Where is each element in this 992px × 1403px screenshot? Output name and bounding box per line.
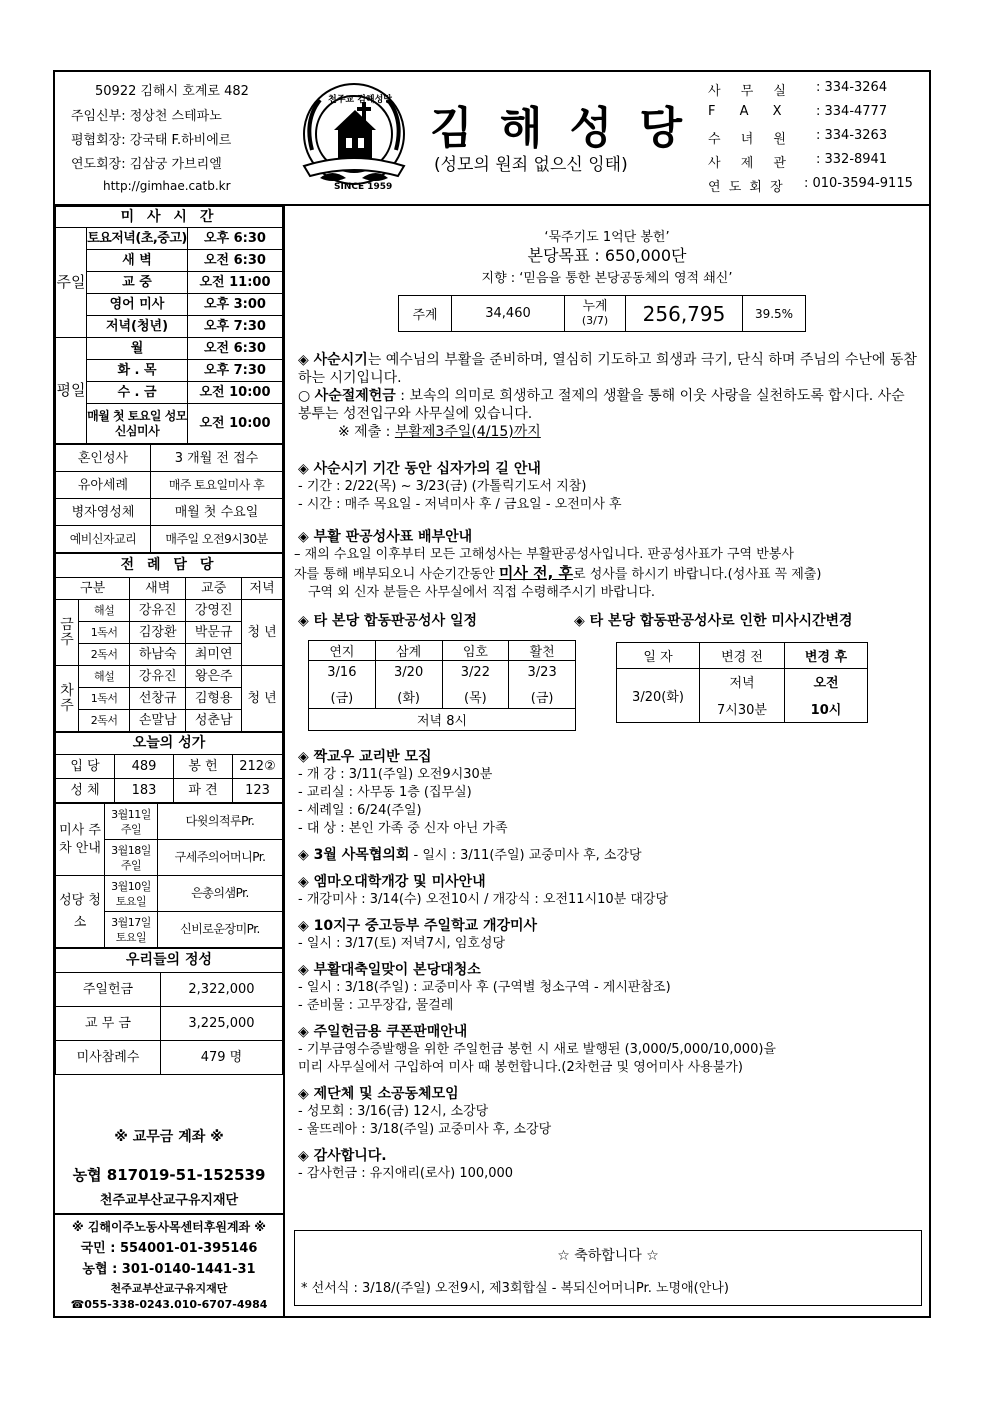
duty-group: 신비로운장미Pr. <box>158 912 283 948</box>
duty-date: 3월10일 토요일 <box>105 876 158 912</box>
mass-name: 토요저녁(초,중고) <box>87 228 188 250</box>
mass-name: 교 중 <box>87 272 188 294</box>
offering-name: 주일헌금 <box>56 973 161 1007</box>
news-line: - 일시 : 3/18(주일) : 교중미사 후 (구역별 청소구역 - 게시판참조) <box>298 980 671 995</box>
hymn-number: 489 <box>115 755 174 779</box>
duty-table <box>55 803 283 948</box>
hymn-number: 183 <box>115 779 174 803</box>
mass-name: 화 . 목 <box>87 360 188 382</box>
mass-time: 오전 6:30 <box>188 338 283 360</box>
liturgy-person: 박문규 <box>186 622 242 644</box>
mass-schedule-table <box>55 206 283 444</box>
hymn-label: 입 당 <box>56 755 115 779</box>
weekday-label: 평일 <box>56 338 87 444</box>
sacrament-info: 매월 첫 수요일 <box>151 499 283 526</box>
council-line: 평협회장: 강국태 F.하비에르 <box>71 133 232 148</box>
support-account: 국민 : 554001-01-395146 <box>80 1241 258 1256</box>
hymn-number: 212② <box>233 755 283 779</box>
logo-text: 천주교 김해성당 <box>328 95 392 105</box>
news-title: ◈ 엠마오대학개강 및 미사안내 <box>298 874 486 890</box>
joint-day: (금) <box>509 685 576 709</box>
liturgy-person: 왕은주 <box>186 666 242 688</box>
liturgy-header: 저녁 <box>242 578 283 600</box>
sacrament-name: 혼인성사 <box>56 445 151 472</box>
liturgy-role: 1독서 <box>79 622 130 644</box>
support-account: 농협 : 301-0140-1441-31 <box>82 1262 256 1277</box>
offering-value: 3,225,000 <box>161 1007 283 1041</box>
mass-name: 새 벽 <box>87 250 188 272</box>
duty-group: 구세주의어머니Pr. <box>158 840 283 876</box>
left-column <box>55 206 283 1075</box>
mass-time: 오전 10:00 <box>188 404 283 444</box>
news-line: - 세례일 : 6/24(주일) <box>298 803 422 818</box>
hymn-table <box>55 732 283 803</box>
mass-name: 영어 미사 <box>87 294 188 316</box>
change-after: 10시 <box>785 695 868 723</box>
ticket-text: 로 성사를 하시기 바랍니다.(성사표 꼭 제출) <box>573 567 822 582</box>
parish-logo <box>290 80 418 198</box>
news-line: 미리 사무실에서 구입하여 미사 때 봉헌합니다.(2차헌금 및 영어미사 사용불가) <box>298 1060 743 1075</box>
sacrament-name: 예비신자교리 <box>56 526 151 553</box>
rosary-goal: 본당목표 : 650,000단 <box>527 246 687 265</box>
offering-title: 우리들의 정성 <box>56 949 283 973</box>
news-item <box>298 1021 928 1077</box>
header-address-block <box>55 72 287 204</box>
logo-since: SINCE 1959 <box>334 182 393 192</box>
news-line: - 성모회 : 3/16(금) 12시, 소강당 <box>298 1104 489 1119</box>
offering-name: 미사참례수 <box>56 1041 161 1075</box>
change-title: ◈ 타 본당 합동판공성사로 인한 미사시간변경 <box>574 613 853 629</box>
liturgy-table <box>55 553 283 732</box>
duty-group: 다윗의적루Pr. <box>158 804 283 840</box>
hymn-number: 123 <box>233 779 283 803</box>
rosary-week-value: 34,460 <box>452 296 565 332</box>
joint-day: (목) <box>442 685 509 709</box>
next-week-label: 차주 <box>56 666 79 732</box>
congrats-box <box>294 1230 922 1306</box>
mass-name: 수 . 금 <box>87 382 188 404</box>
support-block <box>55 1218 283 1311</box>
rosary-aim: 지향 : ‘믿음을 통한 본당공동체의 영적 쇄신’ <box>481 271 733 286</box>
liturgy-evening: 청 년 <box>242 666 283 732</box>
liturgy-person: 김장환 <box>130 622 186 644</box>
contact-value: : 334-4777 <box>816 104 888 119</box>
news-line: - 개강미사 : 3/14(수) 오전10시 / 개강식 : 오전11시10분 대강당 <box>298 892 669 907</box>
support-title: ※ 김해이주노동사목센터후원계좌 ※ <box>72 1220 266 1234</box>
lent-block: ◈ 사순시기는 예수님의 부활을 준비하며, 열심히 기도하고 희생과 극기, 단식 하며 주님의 수난에 동참하는 시기입니다. ○ 사순절제헌금 : 보속의 의미로 희생하고 절제의 생활을 통해 이웃 사랑을 실천하도록 합시다. 사순봉투는 성전입구와 사무실에 있습니다. ※ 제출 : 부활제3주일(4/15)까지 <box>298 352 917 440</box>
liturgy-person: 하남숙 <box>130 644 186 666</box>
change-table <box>616 642 868 723</box>
news-line: - 울뜨레아 : 3/18(주일) 교중미사 후, 소강당 <box>298 1122 552 1137</box>
account-title: ※ 교무금 계좌 ※ <box>114 1129 224 1145</box>
duty-date: 3월18일 주일 <box>105 840 158 876</box>
liturgy-role: 2독서 <box>79 710 130 732</box>
mass-time: 오후 7:30 <box>188 360 283 382</box>
website-link[interactable]: http://gimhae.catb.kr <box>103 179 231 193</box>
sacrament-table <box>55 444 283 553</box>
address-line: 50922 김해시 호계로 482 <box>95 84 249 99</box>
news-item <box>298 871 928 909</box>
news-item <box>298 746 928 838</box>
this-week-label: 금주 <box>56 600 79 666</box>
joint-header: 삼계 <box>375 641 442 661</box>
mass-time: 오후 6:30 <box>188 228 283 250</box>
sacrament-info: 3 개월 전 접수 <box>151 445 283 472</box>
pastor-line: 주임신부: 정상천 스테파노 <box>71 109 222 124</box>
duty-group: 은총의샘Pr. <box>158 876 283 912</box>
hymn-label: 봉 헌 <box>174 755 233 779</box>
joint-time: 저녁 8시 <box>309 709 576 731</box>
offering-value: 2,322,000 <box>161 973 283 1007</box>
joint-date: 3/23 <box>509 661 576 685</box>
contact-label: F A X <box>708 104 792 119</box>
joint-header: 활천 <box>509 641 576 661</box>
lent-text: 는 예수님의 부활을 준비하며, 열심히 기도하고 희생과 극기, 단식 하며 주님의 수난에 동참하는 시기입니다. <box>298 352 917 386</box>
submit-prefix: ※ 제출 : <box>338 424 395 440</box>
change-after: 오전 <box>785 669 868 695</box>
stations-title: ◈ 사순시기 기간 동안 십자가의 길 안내 <box>298 461 541 477</box>
change-date: 3/20(화) <box>617 669 700 723</box>
change-before: 7시30분 <box>700 695 785 723</box>
news-item <box>298 844 928 865</box>
liturgy-person: 손말남 <box>130 710 186 732</box>
change-header: 변경 후 <box>785 643 868 669</box>
sunday-label: 주일 <box>56 228 87 338</box>
news-line: - 대 상 : 본인 가족 중 신자 아닌 가족 <box>298 821 508 836</box>
mass-name: 월 <box>87 338 188 360</box>
news-item <box>298 959 928 1015</box>
hymn-label: 파 견 <box>174 779 233 803</box>
joint-day: (금) <box>309 685 376 709</box>
cleaning-label: 성당 청소 <box>56 876 105 948</box>
change-header: 변경 전 <box>700 643 785 669</box>
lent-title: 사순시기 <box>313 352 368 368</box>
rosary-table <box>398 295 806 332</box>
rosary-week-label: 주계 <box>399 296 452 332</box>
congrats-title: ☆ 축하합니다 ☆ <box>557 1248 659 1264</box>
news-title: ◈ 주일헌금용 쿠폰판매안내 <box>298 1024 468 1040</box>
liturgy-person: 최미연 <box>186 644 242 666</box>
rosary-total-label: 누계 <box>582 298 608 314</box>
news-item <box>298 1083 928 1139</box>
contact-value: : 334-3263 <box>816 128 888 143</box>
parking-label: 미사 주차 안내 <box>56 804 105 876</box>
offering-table <box>55 948 283 1075</box>
duty-date: 3월17일 토요일 <box>105 912 158 948</box>
joint-date: 3/16 <box>309 661 376 685</box>
mass-name: 저녁(청년) <box>87 316 188 338</box>
mass-title: 미 사 시 간 <box>56 207 283 228</box>
rosary-title: ‘묵주기도 1억단 봉헌’ <box>544 230 670 245</box>
liturgy-header: 새벽 <box>130 578 186 600</box>
liturgy-title: 전 례 담 당 <box>56 554 283 578</box>
mass-name: 매월 첫 토요일 성모신심미사 <box>87 404 188 444</box>
news-item <box>298 915 928 953</box>
change-header: 일 자 <box>617 643 700 669</box>
news-title: ◈ 부활대축일맞이 본당대청소 <box>298 962 481 978</box>
contact-label: 수 녀 원 <box>708 132 794 147</box>
hymn-label: 성 체 <box>56 779 115 803</box>
hymn-title: 오늘의 성가 <box>56 733 283 755</box>
joint-day: (화) <box>375 685 442 709</box>
news-line: - 개 강 : 3/11(주일) 오전9시30분 <box>298 767 493 782</box>
joint-title: ◈ 타 본당 합동판공성사 일정 <box>298 613 478 629</box>
joint-header: 연지 <box>309 641 376 661</box>
news-title: ◈ 제단체 및 소공동체모임 <box>298 1086 459 1102</box>
news-title: ◈ 10지구 중고등부 주일학교 개강미사 <box>298 918 538 934</box>
liturgy-header: 구분 <box>56 578 130 600</box>
ticket-text: 자를 통해 배부되오니 사순기간동안 <box>294 567 499 582</box>
mass-time: 오후 3:00 <box>188 294 283 316</box>
rosary-total-date: (3/7) <box>581 313 609 327</box>
news-item <box>298 1145 928 1183</box>
lent-fund-text: : 보속의 의미로 희생하고 절제의 생활을 통해 이웃 사랑을 실천하도록 합시다. 사순봉투는 성전입구와 사무실에 있습니다. <box>298 388 905 422</box>
support-phone: ☎055-338-0243.010-6707-4984 <box>70 1298 268 1311</box>
joint-header: 임호 <box>442 641 509 661</box>
ticket-emphasis: 미사 전, 후 <box>498 564 574 582</box>
news-line: - 일시 : 3/17(토) 저녁7시, 임호성당 <box>298 936 506 951</box>
joint-date: 3/22 <box>442 661 509 685</box>
liturgy-header: 교중 <box>186 578 242 600</box>
ticket-text: 구역 외 신자 분들은 사무실에서 직접 수령해주시기 바랍니다. <box>308 585 656 600</box>
news-title: ◈ 짝교우 교리반 모집 <box>298 749 432 765</box>
contact-list <box>700 80 925 200</box>
news-list <box>298 746 928 1183</box>
account-block <box>55 1110 283 1212</box>
sacrament-name: 병자영성체 <box>56 499 151 526</box>
account-owner: 천주교부산교구유지재단 <box>99 1193 239 1208</box>
yeondo-line: 연도회장: 김삼궁 가브리엘 <box>71 157 222 172</box>
liturgy-evening: 청 년 <box>242 600 283 666</box>
liturgy-role: 1독서 <box>79 688 130 710</box>
liturgy-person: 강영진 <box>186 600 242 622</box>
news-line: - 일시 : 3/11(주일) 교중미사 후, 소강당 <box>409 848 642 863</box>
contact-label: 사 제 관 <box>708 156 794 171</box>
news-line: - 감사헌금 : 유지애리(로사) 100,000 <box>298 1166 514 1181</box>
joint-table <box>308 640 576 731</box>
mass-time: 오후 7:30 <box>188 316 283 338</box>
contact-value: : 334-3264 <box>816 80 888 95</box>
news-title: ◈ 감사합니다. <box>298 1148 387 1164</box>
liturgy-role: 해설 <box>79 666 130 688</box>
offering-name: 교 무 금 <box>56 1007 161 1041</box>
liturgy-person: 선창규 <box>130 688 186 710</box>
mass-time: 오전 6:30 <box>188 250 283 272</box>
column-divider <box>283 205 285 1317</box>
submit-deadline: 부활제3주일(4/15)까지 <box>394 424 541 440</box>
contact-label: 사 무 실 <box>708 84 794 99</box>
stations-line: - 시간 : 매주 목요일 - 저녁미사 후 / 금요일 - 오전미사 후 <box>298 497 622 512</box>
offering-value: 479 명 <box>161 1041 283 1075</box>
liturgy-person: 강유진 <box>130 666 186 688</box>
news-line: - 준비물 : 고무장갑, 물걸레 <box>298 998 454 1013</box>
ticket-title: ◈ 부활 판공성사표 배부안내 <box>298 529 473 545</box>
duty-date: 3월11일 주일 <box>105 804 158 840</box>
account-number: 농협 817019-51-152539 <box>72 1166 266 1184</box>
lent-fund-title: 사순절제헌금 <box>314 388 396 404</box>
main-column <box>286 206 928 1316</box>
ticket-text: – 재의 수요일 이후부터 모든 고해성사는 부활판공성사입니다. 판공성사표가 구역 반봉사 <box>294 547 794 562</box>
stations-line: - 기간 : 2/22(목) ~ 3/23(금) (가톨릭기도서 지참) <box>298 479 587 494</box>
liturgy-role: 2독서 <box>79 644 130 666</box>
account-divider <box>54 1213 283 1215</box>
sacrament-info: 매주일 오전9시30분 <box>151 526 283 553</box>
news-title: ◈ 3월 사목협의회 <box>298 847 410 863</box>
contact-value: : 332-8941 <box>816 152 888 167</box>
change-before: 저녁 <box>700 669 785 695</box>
congrats-text: * 선서식 : 3/18/(주일) 오전9시, 제3회합실 - 복되신어머니Pr. 노명애(안나) <box>301 1281 729 1296</box>
page-title: 김 해 성 당 <box>430 103 688 154</box>
liturgy-person: 성춘남 <box>186 710 242 732</box>
liturgy-person: 강유진 <box>130 600 186 622</box>
support-owner: 천주교부산교구유지재단 <box>110 1282 228 1295</box>
joint-date: 3/20 <box>375 661 442 685</box>
news-line: - 교리실 : 사무동 1층 (집무실) <box>298 785 472 800</box>
sacrament-info: 매주 토요일미사 후 <box>151 472 283 499</box>
liturgy-role: 해설 <box>79 600 130 622</box>
liturgy-person: 김형용 <box>186 688 242 710</box>
rosary-percent: 39.5% <box>743 296 806 332</box>
page-subtitle: (성모의 원죄 없으신 잉태) <box>434 155 628 175</box>
news-line: - 기부금영수증발행을 위한 주일헌금 봉헌 시 새로 발행된 (3,000/5,000/10,000)을 <box>298 1042 776 1057</box>
ticket-block <box>294 526 922 602</box>
contact-value: : 010-3594-9115 <box>804 176 913 191</box>
mass-time: 오전 11:00 <box>188 272 283 294</box>
contact-label: 연 도 회 장 <box>708 180 785 195</box>
mass-time: 오전 10:00 <box>188 382 283 404</box>
rosary-total-value: 256,795 <box>626 296 743 332</box>
stations-block <box>298 458 918 514</box>
sacrament-name: 유아세례 <box>56 472 151 499</box>
